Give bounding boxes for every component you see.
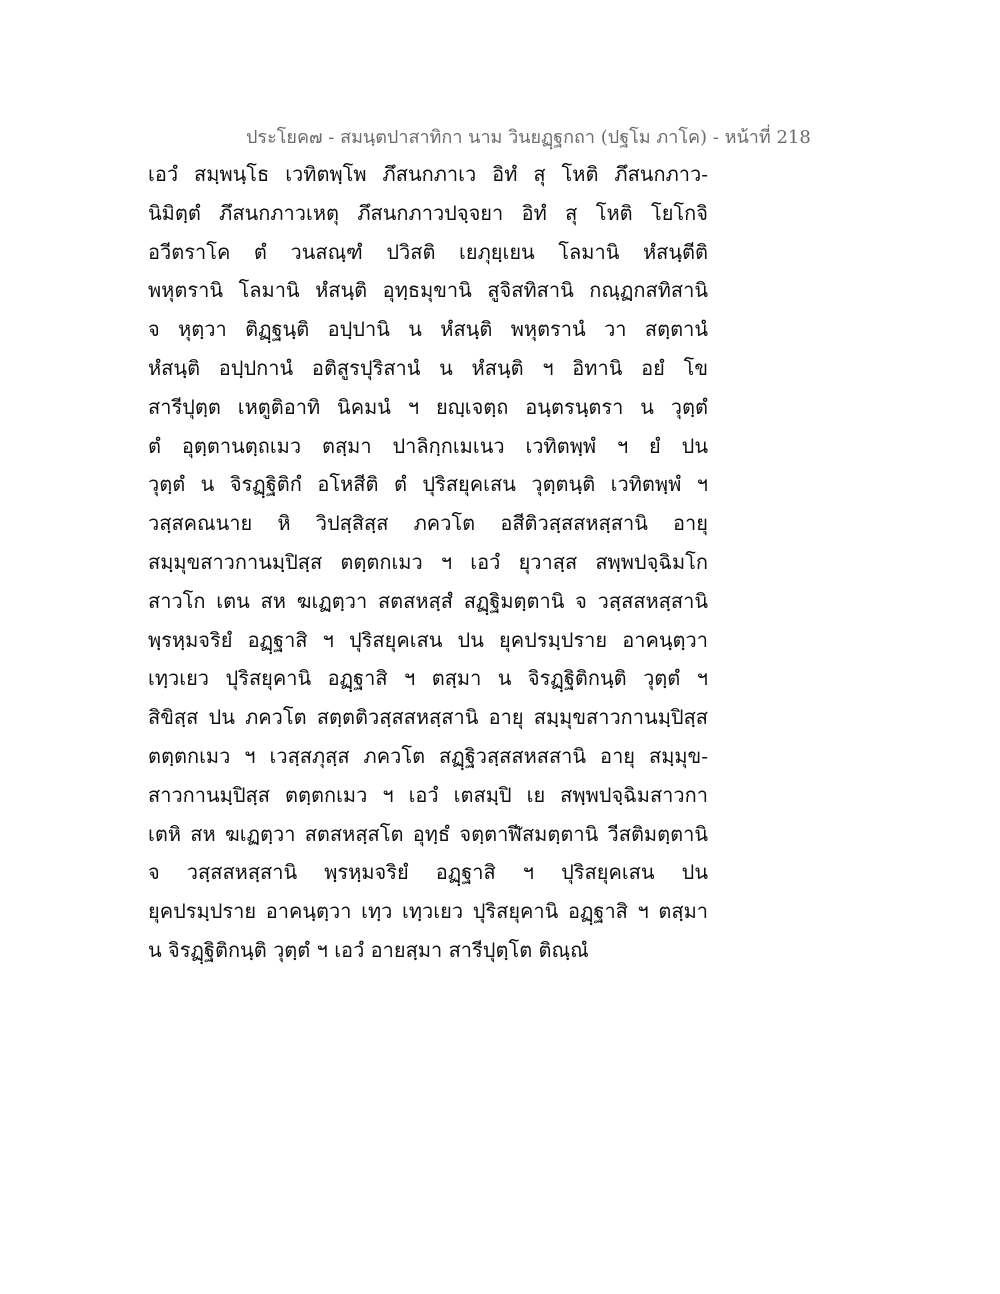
text-line: พฺรหฺมจริยํ อฏฺฐาสิ ฯ ปุริสยุคเสน ปน ยุคปรมฺปราย อาคนฺตฺวา bbox=[148, 627, 708, 652]
text-line: สิขิสฺส ปน ภควโต สตฺตติวสฺสสหสฺสานิ อายุ สมฺมุขสาวกานมฺปิสฺส bbox=[148, 705, 708, 730]
text-line: หํสนฺติ อปฺปกานํ อติสูรปุริสานํ น หํสนฺติ ฯ อิทานิ อยํ โข bbox=[148, 355, 708, 380]
text-line: สมฺมุขสาวกานมฺปิสฺส ตตฺตกเมว ฯ เอวํ ยุวาสฺส สพฺพปจฺฉิมโก bbox=[148, 549, 708, 574]
text-line: จ หุตฺวา ติฏฺฐนฺติ อปฺปานิ น หํสนฺติ พหุตรานํ วา สตฺตานํ bbox=[148, 317, 708, 342]
text-line: นิมิตฺตํ ภึสนกภาวเหตุ ภึสนกภาวปจฺจยา อิทํ สุ โหติ โยโกจิ bbox=[148, 200, 708, 225]
text-line: วุตฺตํ น จิรฏฺฐิติกํ อโหสีติ ตํ ปุริสยุคเสน วุตฺตนฺติ เวทิตพฺพํ ฯ bbox=[148, 472, 708, 497]
text-line: เอวํ สมฺพนฺโธ เวทิตพฺโพ ภึสนกภาเว อิทํ สุ โหติ ภึสนกภาว- bbox=[148, 162, 708, 186]
body-text bbox=[148, 155, 708, 970]
text-line: เทฺวเยว ปุริสยุคานิ อฏฺฐาสิ ฯ ตสฺมา น จิรฏฺฐิติกนฺติ วุตฺตํ ฯ bbox=[148, 666, 708, 691]
text-line: พหุตรานิ โลมานิ หํสนฺติ อุทฺธมุขานิ สูจิสทิสานิ กณฺฏกสทิสานิ bbox=[148, 278, 708, 303]
text-line: สารีปุตฺต เหตูติอาทิ นิคมนํ ฯ ยญฺเจตฺถ อนฺตรนฺตรา น วุตฺตํ bbox=[148, 394, 708, 419]
text-line: วสฺสคณนาย หิ วิปสฺสิสฺส ภควโต อสีติวสฺสสหสฺสานิ อายุ bbox=[148, 511, 708, 536]
text-line: สาวโก เตน สห ฆเฏตฺวา สตสหสฺสํ สฏฺฐิมตฺตานิ จ วสฺสสหสฺสานิ bbox=[148, 588, 708, 613]
text-line: ตํ อุตฺตานตฺถเมว ตสฺมา ปาลิกฺกเมเนว เวทิตพฺพํ ฯ ยํ ปน bbox=[148, 433, 708, 458]
text-line: จ วสฺสสหสฺสานิ พฺรหฺมจริยํ อฏฺฐาสิ ฯ ปุริสยุคเสน ปน bbox=[148, 860, 708, 885]
text-line: ยุคปรมฺปราย อาคนฺตฺวา เทฺว เทฺวเยว ปุริสยุคานิ อฏฺฐาสิ ฯ ตสฺมา bbox=[148, 899, 708, 924]
text-line: น จิรฏฺฐิติกนฺติ วุตฺตํ ฯ เอวํ อายสฺมา สารีปุตฺโต ติณฺณํ bbox=[148, 937, 589, 962]
text-line: เตหิ สห ฆเฏตฺวา สตสหสฺสโต อุทฺธํ จตฺตาฬีสมตฺตานิ วีสติมตฺตานิ bbox=[148, 821, 708, 846]
text-line: สาวกานมฺปิสฺส ตตฺตกเมว ฯ เอวํ เตสมฺปิ เย สพฺพปจฺฉิมสาวกา bbox=[148, 782, 708, 807]
text-line: ตตฺตกเมว ฯ เวสฺสภุสฺส ภควโต สฏฺฐิวสฺสสหสสานิ อายุ สมฺมุข- bbox=[148, 743, 708, 768]
text-line: อวีตราโค ตํ วนสณฺฑํ ปวิสติ เยภุยฺเยน โลมานิ หํสนฺตีติ bbox=[148, 239, 708, 264]
page-header: ประโยค๗ - สมนฺตปาสาทิกา นาม วินยฏฺฐกถา (ปฐโม ภาโค) - หน้าที่ 218 bbox=[246, 127, 811, 148]
